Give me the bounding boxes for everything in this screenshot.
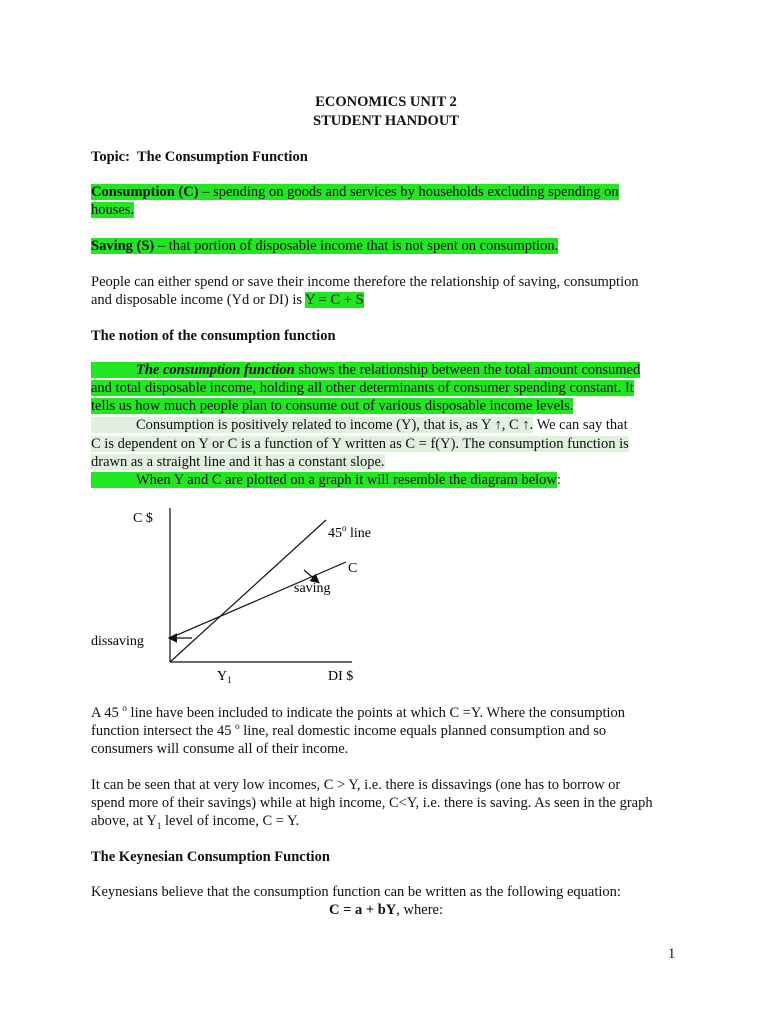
saving-label: saving bbox=[294, 581, 331, 596]
keynesian-heading: The Keynesian Consumption Function bbox=[91, 849, 330, 865]
consumption-definition-line-2 bbox=[91, 201, 681, 219]
consumption-line-label: C bbox=[348, 561, 358, 576]
consumption-text-1: – spending on goods and services by households excluding spending on bbox=[198, 184, 619, 200]
topic-title: The Consumption Function bbox=[136, 149, 308, 165]
consumption-term: Consumption (C) bbox=[91, 184, 199, 200]
notion-p1-line-3-text: tells us how much people plan to consume out of various disposable income levels. bbox=[91, 398, 574, 414]
relationship-prefix: and disposable income (Yd or DI) is bbox=[91, 292, 306, 308]
notion-heading: The notion of the consumption function bbox=[91, 328, 336, 344]
notion-p2-line-2 bbox=[91, 435, 681, 453]
consumption-line bbox=[170, 562, 346, 638]
consumption-text-2: houses. bbox=[91, 202, 135, 218]
header-line-2: STUDENT HANDOUT bbox=[313, 113, 459, 129]
notion-p2-line-2-text: C is dependent on Y or C is a function of Y written as C = f(Y). The consumption function is bbox=[91, 436, 629, 452]
notion-p2-line-1-a: Consumption is positively related to income (Y), that is, as Y ↑, C ↑. bbox=[136, 417, 534, 433]
notion-p1-line-3 bbox=[91, 397, 681, 415]
line-45-label: 45$^o$ line bbox=[328, 523, 371, 541]
explanation-line-2: function intersect the 45 $^o$ line, real domestic income equals planned consumption and so bbox=[91, 721, 607, 739]
notion-p3-colon: : bbox=[556, 472, 561, 488]
y1-label: $Y_1$ bbox=[217, 669, 232, 685]
saving-term: Saving (S) bbox=[91, 238, 155, 254]
relationship-line-2 bbox=[91, 291, 681, 309]
notion-p2-line-3-text: drawn as a straight line and it has a constant slope. bbox=[91, 454, 385, 470]
topic-line bbox=[91, 148, 681, 166]
topic-label: Topic: bbox=[91, 149, 130, 165]
low-income-line-2: spend more of their savings) while at high income, C<Y, i.e. there is saving. As seen in the graph bbox=[91, 795, 653, 811]
keynesian-equation-line bbox=[91, 901, 681, 919]
consumption-function-term: The consumption function bbox=[136, 362, 295, 378]
consumption-definition-line-1 bbox=[91, 183, 681, 201]
header-line-1: ECONOMICS UNIT 2 bbox=[315, 94, 457, 110]
notion-p1-rest: shows the relationship between the total amount consumed bbox=[294, 362, 641, 378]
notion-p1-line-2-text: and total disposable income, holding all other determinants of consumer spending constant. It bbox=[91, 380, 634, 396]
keynesian-where: , where: bbox=[396, 902, 443, 918]
saving-text: – that portion of disposable income that is not spent on consumption. bbox=[154, 238, 559, 254]
low-income-line-3: above, at $Y_1$ level of income, C = Y. bbox=[91, 813, 300, 831]
page-number: 1 bbox=[668, 946, 676, 962]
keynesian-equation: C = a + bY bbox=[329, 902, 397, 918]
notion-p2-line-1 bbox=[91, 416, 681, 434]
y-axis-label: C $ bbox=[133, 511, 153, 526]
relationship-line-1: People can either spend or save their income therefore the relationship of saving, consumption bbox=[91, 274, 639, 290]
notion-p1-line-2 bbox=[91, 379, 681, 397]
notion-p2-line-1-b: We can say that bbox=[533, 417, 628, 433]
notion-p2-line-3 bbox=[91, 453, 681, 471]
explanation-line-1: A 45 $^o$ line have been included to indicate the points at which C =Y. Where the consumption bbox=[91, 703, 626, 721]
low-income-line-1: It can be seen that at very low incomes, C > Y, i.e. there is dissavings (one has to borrow or bbox=[91, 777, 621, 793]
notion-p3-line bbox=[91, 471, 681, 489]
consumption-function-diagram bbox=[80, 500, 440, 690]
notion-p1-line-1 bbox=[91, 361, 681, 379]
x-axis-label: DI $ bbox=[328, 669, 354, 684]
identity-equation: Y = C + S bbox=[305, 292, 364, 308]
keynesian-line-1: Keynesians believe that the consumption function can be written as the following equation: bbox=[91, 884, 621, 900]
notion-p3-text: When Y and C are plotted on a graph it will resemble the diagram below bbox=[136, 472, 557, 488]
dissaving-label: dissaving bbox=[91, 634, 144, 649]
explanation-line-3: consumers will consume all of their income. bbox=[91, 741, 349, 757]
saving-definition bbox=[91, 237, 681, 255]
